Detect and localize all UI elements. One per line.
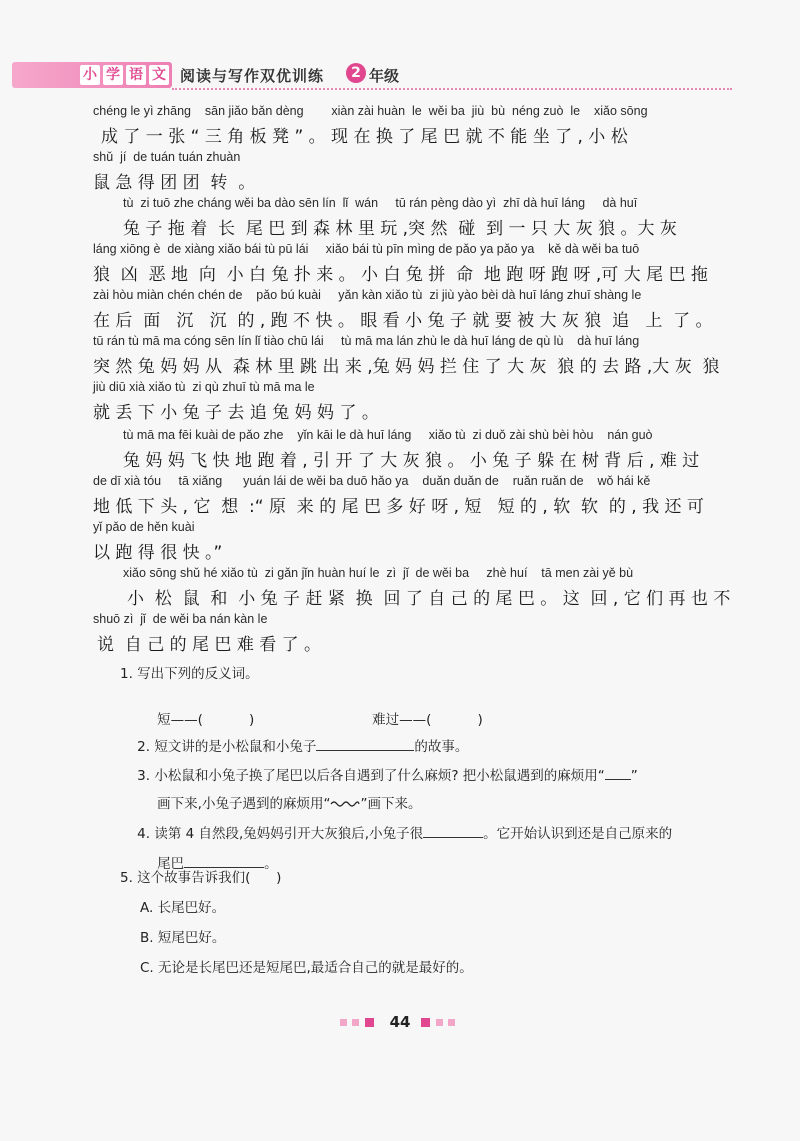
pinyin-line: tù zi tuō zhe cháng wěi ba dào sēn lín lǐ wán tū rán pèng dào yì zhī dà huī láng dà huī	[123, 196, 638, 210]
option-b[interactable]: B. 短尾巴好。	[140, 930, 226, 946]
paren-close: )	[477, 712, 483, 728]
pinyin-line: shǔ jí de tuán tuán zhuàn	[93, 150, 241, 164]
pinyin-line: chéng le yì zhāng sān jiǎo bǎn dèng xiàn zài huàn le wěi ba jiù bù néng zuò le xiǎo sōng	[93, 104, 648, 118]
antonym-short-label: 短——(	[157, 712, 203, 728]
option-c[interactable]: C. 无论是长尾巴还是短尾巴,最适合自己的就是最好的。	[140, 960, 473, 976]
footer-square	[340, 1019, 347, 1026]
hanzi-line: 地 低 下 头 , 它 想 :“ 原 来 的 尾 巴 多 好 呀 , 短 短 的 , 软 软 的 , 我 还 可	[93, 497, 704, 517]
hanzi-line: 突 然 兔 妈 妈 从 森 林 里 跳 出 来 ,兔 妈 妈 拦 住 了 大 灰 狼 的 去 路 ,大 灰 狼	[93, 357, 720, 377]
paren-close: )	[248, 712, 255, 728]
subject-title	[80, 62, 169, 88]
hanzi-line: 鼠 急 得 团 团 转 。	[93, 173, 256, 193]
hanzi-line: 以 跑 得 很 快 。”	[93, 543, 223, 563]
pinyin-line: tū rán tù mā ma cóng sēn lín lǐ tiào chū lái tù mā ma lán zhù le dà huī láng de qù lù dà huī láng	[93, 334, 640, 348]
question-4-text: 4. 读第 4 自然段,兔妈妈引开大灰狼后,小兔子很	[137, 826, 424, 842]
question-3-quote: ”	[630, 768, 638, 784]
straight-line-mark	[605, 779, 631, 780]
answer-blank-4[interactable]	[423, 837, 483, 838]
question-3-line2-tail: ”画下来。	[360, 796, 422, 812]
subject-char: 语	[126, 65, 146, 85]
pinyin-line: shuō zì jǐ de wěi ba nán kàn le	[93, 612, 268, 626]
option-a[interactable]: A. 长尾巴好。	[140, 900, 226, 916]
hanzi-line: 兔 子 拖 着 长 尾 巴 到 森 林 里 玩 ,突 然 碰 到 一 只 大 灰 狼 。大 灰	[123, 219, 677, 239]
pinyin-line: zài hòu miàn chén chén de pǎo bú kuài yǎn kàn xiǎo tù zi jiù yào bèi dà huī láng zhuī shàng le	[93, 288, 642, 302]
page-header	[12, 58, 788, 90]
footer-square	[352, 1019, 359, 1026]
grade-label: 年级	[369, 67, 400, 85]
subject-char: 文	[149, 65, 169, 85]
hanzi-line: 成 了 一 张 “ 三 角 板 凳 ” 。 现 在 换 了 尾 巴 就 不 能 坐 了 , 小 松	[101, 127, 628, 147]
antonym-sad-label: 难过——(	[372, 712, 432, 728]
subject-char: 学	[103, 65, 123, 85]
pinyin-line: de dī xià tóu tā xiǎng yuán lái de wěi ba duō hǎo ya duǎn duǎn de ruǎn ruǎn de wǒ hái kě	[93, 474, 651, 488]
hanzi-line: 小 松 鼠 和 小 兔 子 赶 紧 换 回 了 自 己 的 尾 巴 。 这 回 , 它 们 再 也 不	[127, 589, 731, 609]
question-4-tail: 。它开始认识到还是自己原来的	[483, 826, 673, 842]
question-3-line2-text: 画下来,小兔子遇到的麻烦用“	[157, 796, 331, 812]
pinyin-line: láng xiōng è de xiàng xiǎo bái tù pū lái xiǎo bái tù pīn mìng de pǎo ya pǎo ya kě dà wěi ba tuō	[93, 242, 640, 256]
hanzi-line: 说 自 己 的 尾 巴 难 看 了 。	[97, 635, 322, 655]
footer-square	[365, 1018, 374, 1027]
page-number: 44	[389, 1013, 411, 1031]
footer-square	[436, 1019, 443, 1026]
footer-square	[421, 1018, 430, 1027]
pinyin-line: xiǎo sōng shǔ hé xiǎo tù zi gǎn jǐn huàn huí le zì jǐ de wěi ba zhè huí tā men zài yě bù	[123, 566, 634, 580]
question-4-line2-text: 尾巴	[157, 856, 185, 872]
hanzi-line: 在 后 面 沉 沉 的 , 跑 不 快 。 眼 看 小 兔 子 就 要 被 大 灰 狼 追 上 了 。	[93, 311, 713, 331]
question-2-tail: 的故事。	[414, 739, 469, 755]
series-title: 阅读与写作双优训练	[180, 67, 325, 85]
pinyin-line: jiù diū xià xiǎo tù zi qù zhuī tù mā ma le	[93, 380, 315, 394]
pinyin-line: tù mā ma fēi kuài de pǎo zhe yǐn kāi le dà huī láng xiǎo tù zi duǒ zài shù bèi hòu nán guò	[123, 428, 653, 442]
question-1: 1. 写出下列的反义词。	[120, 666, 259, 682]
footer-square	[448, 1019, 455, 1026]
grade-number-badge: 2	[346, 63, 366, 83]
pinyin-line: yǐ pǎo de hěn kuài	[93, 520, 195, 534]
hanzi-line: 狼 凶 恶 地 向 小 白 兔 扑 来 。 小 白 兔 拼 命 地 跑 呀 跑 呀 ,可 大 尾 巴 拖	[93, 265, 708, 285]
page-footer	[0, 1013, 800, 1033]
hanzi-line: 就 丢 下 小 兔 子 去 追 兔 妈 妈 了 。	[93, 403, 379, 423]
question-5: 5. 这个故事告诉我们( )	[120, 870, 282, 886]
subject-char: 小	[80, 65, 100, 85]
question-4-line2-tail: 。	[264, 856, 278, 872]
question-2-text: 2. 短文讲的是小松鼠和小兔子	[137, 739, 317, 755]
header-dotted-rule	[172, 88, 732, 90]
question-3-text: 3. 小松鼠和小兔子换了尾巴以后各自遇到了什么麻烦? 把小松鼠遇到的麻烦用“	[137, 768, 605, 784]
hanzi-line: 兔 妈 妈 飞 快 地 跑 着 , 引 开 了 大 灰 狼 。 小 兔 子 躲 在 树 背 后 , 难 过	[123, 451, 700, 471]
